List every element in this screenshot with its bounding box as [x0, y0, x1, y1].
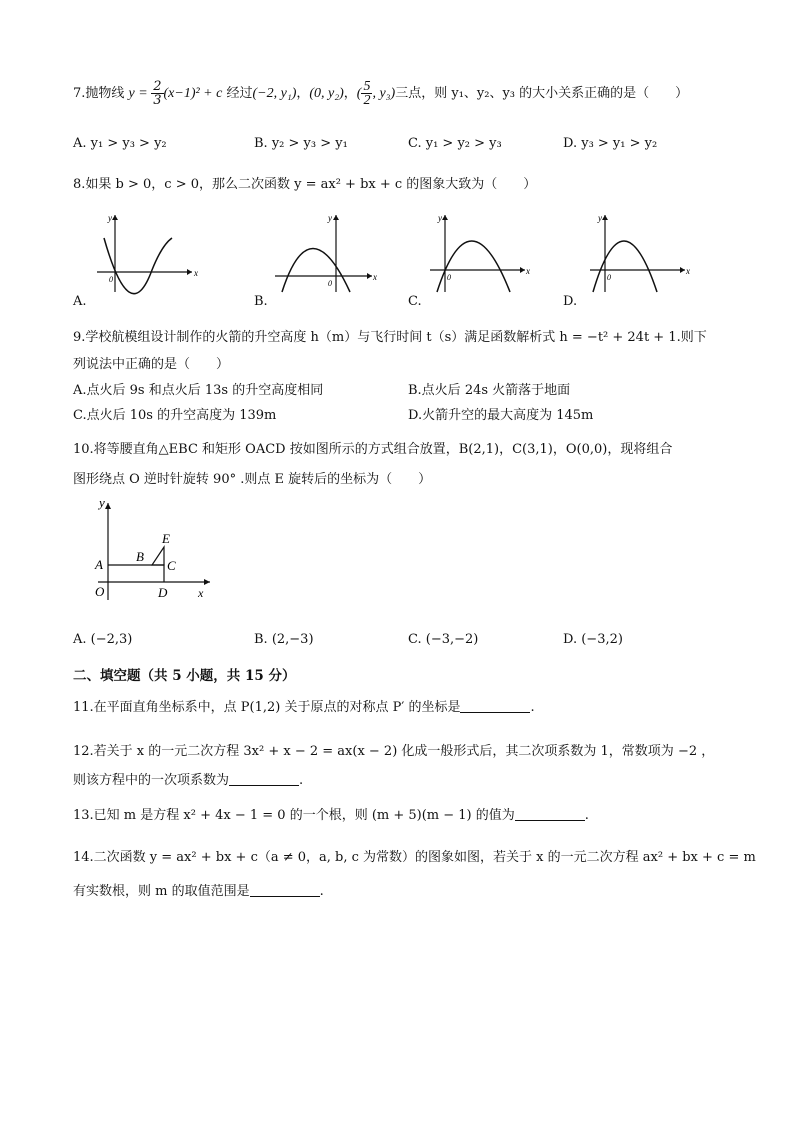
- q10-option-a[interactable]: A. (−2,3): [73, 632, 133, 647]
- q7-option-b[interactable]: B. y₂ > y₃ > y₁: [254, 136, 348, 151]
- question-12-line2: 则该方程中的一次项系数为 .: [73, 773, 304, 788]
- svg-text:0: 0: [328, 279, 332, 288]
- q7-formula-rhs: (x−1)² + c: [163, 86, 223, 101]
- q7-option-d[interactable]: D. y₃ > y₁ > y₂: [563, 136, 658, 151]
- triangle-ebc: [152, 547, 164, 565]
- q8-graph-a: [92, 210, 202, 295]
- q7-middle: 经过: [226, 86, 253, 101]
- label-y: y: [99, 495, 105, 510]
- question-13: 13.已知 m 是方程 x² + 4x − 1 = 0 的一个根，则 (m + 5)(m − 1) 的值为 .: [73, 808, 589, 823]
- q10-option-d[interactable]: D. (−3,2): [563, 632, 623, 647]
- rectangle-oacd: [108, 565, 164, 582]
- label-e: E: [162, 531, 170, 546]
- q10-figure: [88, 495, 218, 605]
- svg-text:x: x: [373, 272, 377, 282]
- parabola-curve: [437, 241, 510, 292]
- svg-text:x: x: [194, 268, 198, 278]
- q8-option-c[interactable]: C.: [408, 294, 422, 309]
- q7-suffix: 三点，则 y₁、y₂、y₃ 的大小关系正确的是（ ）: [395, 86, 689, 101]
- svg-text:0: 0: [447, 273, 451, 282]
- q7-point-2: (0, y₂): [309, 86, 344, 101]
- label-a: A: [95, 557, 103, 572]
- q8-option-a[interactable]: A.: [73, 294, 87, 309]
- q9-option-d[interactable]: D.火箭升空的最大高度为 145m: [408, 408, 594, 423]
- question-11: 11.在平面直角坐标系中，点 P(1,2) 关于原点的对称点 P′ 的坐标是 .: [73, 700, 535, 715]
- q7-formula-lhs: y =: [128, 86, 152, 101]
- label-d: D: [158, 585, 168, 600]
- q12-answer-blank[interactable]: [229, 771, 299, 786]
- svg-text:x: x: [686, 266, 690, 276]
- q7-point-3: ( $\frac{5}{2}$ , y₃): [356, 79, 396, 109]
- svg-text:0: 0: [607, 273, 611, 282]
- svg-text:x: x: [526, 266, 530, 276]
- q8-option-d[interactable]: D.: [563, 294, 578, 309]
- q9-option-c[interactable]: C.点火后 10s 的升空高度为 139m: [73, 408, 277, 423]
- label-x: x: [198, 586, 204, 600]
- svg-text:0: 0: [109, 275, 113, 284]
- q11-answer-blank[interactable]: [460, 698, 530, 713]
- question-14-line1: 14.二次函数 y = ax² + bx + c（a ≠ 0，a, b, c 为常数）的图象如图，若关于 x 的一元二次方程 ax² + bx + c = m: [73, 850, 756, 865]
- label-o: O: [95, 584, 105, 599]
- svg-text:y: y: [598, 213, 602, 223]
- svg-text:y: y: [328, 213, 332, 223]
- q10-option-c[interactable]: C. (−3,−2): [408, 632, 479, 647]
- q7-prefix: 7.抛物线: [73, 86, 125, 101]
- q8-graph-d: [585, 210, 695, 295]
- q8-option-b[interactable]: B.: [254, 294, 268, 309]
- q8-graph-c: [425, 210, 535, 295]
- svg-text:y: y: [438, 213, 442, 223]
- parabola-curve: [104, 238, 172, 294]
- q14-answer-blank[interactable]: [250, 882, 320, 897]
- question-9-line1: 9.学校航模组设计制作的火箭的升空高度 h（m）与飞行时间 t（s）满足函数解析式 h = −t² + 24t + 1.则下: [73, 330, 707, 345]
- question-10-line1: 10.将等腰直角△EBC 和矩形 OACD 按如图所示的方式组合放置，B(2,1)，C(3,1)，O(0,0)，现将组合: [73, 442, 673, 457]
- q13-answer-blank[interactable]: [515, 806, 585, 821]
- q7-option-a[interactable]: A. y₁ > y₃ > y₂: [73, 136, 167, 151]
- parabola-curve: [282, 249, 350, 293]
- question-7-stem: 7.抛物线 y = $\frac{2}{3}$ (x−1)² + c 经过(−2, y₁)，(0, y₂)，( $\frac{5}{2}$ , y₃)三点，则 y₁、y₂、y₃ 的大小关系正确的是（ ）: [73, 79, 689, 109]
- question-10-line2: 图形绕点 O 逆时针旋转 90° .则点 E 旋转后的坐标为（ ）: [73, 472, 432, 487]
- q8-graph-b: [270, 210, 380, 295]
- q7-point-1: (−2, y₁): [252, 86, 297, 101]
- svg-text:y: y: [108, 213, 112, 223]
- question-8-stem: 8.如果 b > 0，c > 0，那么二次函数 y = ax² + bx + c 的图象大致为（ ）: [73, 177, 537, 192]
- q10-option-b[interactable]: B. (2,−3): [254, 632, 314, 647]
- parabola-curve: [593, 241, 657, 292]
- label-b: B: [136, 549, 144, 564]
- q7-option-c[interactable]: C. y₁ > y₂ > y₃: [408, 136, 502, 151]
- question-9-line2: 列说法中正确的是（ ）: [73, 357, 230, 372]
- q9-option-b[interactable]: B.点火后 24s 火箭落于地面: [408, 383, 571, 398]
- q9-option-a[interactable]: A.点火后 9s 和点火后 13s 的升空高度相同: [73, 383, 324, 398]
- question-12-line1: 12.若关于 x 的一元二次方程 3x² + x − 2 = ax(x − 2) 化成一般形式后，其二次项系数为 1，常数项为 −2 ，: [73, 744, 715, 759]
- q7-fraction: $\frac{2}{3}$: [153, 79, 162, 108]
- section-2-title: 二、填空题（共 5 小题，共 15 分）: [73, 668, 296, 684]
- question-14-line2: 有实数根，则 m 的取值范围是 .: [73, 884, 324, 899]
- label-c: C: [167, 558, 176, 573]
